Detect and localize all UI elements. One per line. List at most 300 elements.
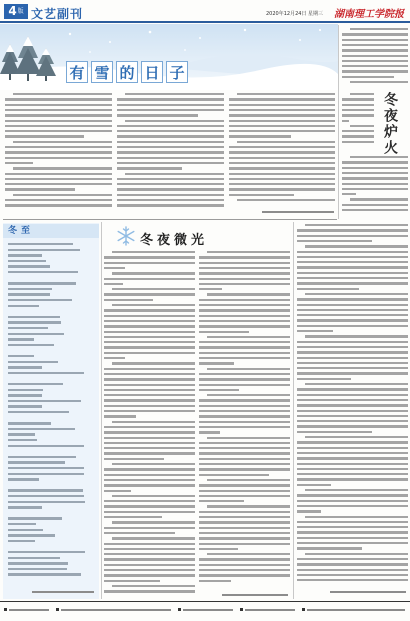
text-line <box>297 325 408 327</box>
text-line <box>297 415 408 417</box>
text-line <box>104 389 195 391</box>
text-line <box>199 447 290 449</box>
text-line <box>199 288 222 290</box>
text-line <box>104 415 136 417</box>
text-line <box>342 161 408 163</box>
text-line <box>229 130 335 132</box>
text-line <box>104 410 195 412</box>
poem-line <box>8 400 81 402</box>
text-line <box>342 65 408 67</box>
text-line <box>305 224 408 226</box>
text-line <box>199 458 290 460</box>
text-line <box>117 199 224 201</box>
text-line <box>297 319 408 321</box>
text-line <box>297 251 408 253</box>
text-line <box>342 114 374 116</box>
text-line <box>104 378 195 380</box>
text-line <box>104 431 195 433</box>
text-line <box>199 468 290 470</box>
poem-line <box>8 551 85 553</box>
text-line <box>199 569 290 571</box>
text-line <box>112 421 195 423</box>
text-line <box>199 384 290 386</box>
text-line <box>104 532 175 534</box>
text-line <box>5 98 112 100</box>
text-line <box>104 558 195 560</box>
article-title-snow-days <box>66 61 191 83</box>
poem-line <box>8 439 37 441</box>
text-line <box>199 442 290 444</box>
poem-line <box>8 299 72 301</box>
poem-line <box>8 355 34 357</box>
text-line <box>199 315 290 317</box>
text-line <box>199 283 290 285</box>
poem-line <box>8 316 60 318</box>
text-line <box>297 362 408 364</box>
text-line <box>199 278 290 280</box>
text-line <box>117 162 224 164</box>
text-line <box>342 167 408 169</box>
text-line <box>229 188 335 190</box>
text-line <box>297 272 408 274</box>
title-char-box: 有 <box>66 61 88 83</box>
poem-line <box>8 366 42 368</box>
text-line <box>5 199 112 201</box>
text-line <box>199 532 290 534</box>
article-title-winter-solstice: 冬至 <box>8 226 35 236</box>
poem-line <box>8 293 50 295</box>
text-line <box>297 282 408 284</box>
text-line <box>104 325 195 327</box>
text-line <box>229 104 335 106</box>
text-line <box>297 266 408 268</box>
text-line <box>297 494 408 496</box>
text-line <box>199 537 290 539</box>
text-line <box>104 309 195 311</box>
text-line <box>199 346 290 348</box>
text-line <box>342 120 349 122</box>
text-line <box>297 346 408 348</box>
text-line <box>199 399 290 401</box>
text-line <box>112 362 195 364</box>
text-line <box>104 590 195 592</box>
text-line <box>297 330 333 332</box>
poem-line <box>8 467 84 469</box>
text-line <box>199 527 290 529</box>
text-line <box>297 526 408 528</box>
text-line <box>104 373 195 375</box>
author-credit <box>32 591 94 593</box>
footer-bullet <box>4 608 7 611</box>
text-line <box>104 543 195 545</box>
poem-line <box>8 489 83 491</box>
article-title-winter-fire: 冬夜炉火 <box>382 92 398 156</box>
text-line <box>297 261 408 263</box>
poem-line <box>8 372 84 374</box>
text-line <box>229 157 335 159</box>
text-line <box>199 357 290 359</box>
text-line <box>305 245 408 247</box>
text-line <box>297 521 408 523</box>
text-line <box>199 431 220 433</box>
text-line <box>104 442 195 444</box>
text-line <box>229 151 335 153</box>
text-line <box>342 33 408 35</box>
text-line <box>342 104 374 106</box>
page-unit: 版 <box>17 8 24 15</box>
text-line <box>104 564 195 566</box>
text-line <box>104 458 164 460</box>
text-line <box>229 125 335 127</box>
text-line <box>297 558 408 560</box>
text-line <box>104 352 195 354</box>
poem-line <box>8 478 39 480</box>
page-number: 4 <box>8 4 17 18</box>
poem-line <box>8 461 65 463</box>
text-line <box>297 484 331 486</box>
article-column <box>342 93 374 151</box>
poem-line <box>8 265 50 267</box>
text-line <box>207 251 290 253</box>
text-line <box>5 183 112 185</box>
footer-item <box>9 609 49 611</box>
text-line <box>104 394 195 396</box>
text-line <box>104 315 195 317</box>
text-line <box>199 543 290 545</box>
text-line <box>199 558 290 560</box>
footer-bullet <box>56 608 59 611</box>
text-line <box>117 114 198 116</box>
poem-line <box>8 327 48 329</box>
text-line <box>342 98 374 100</box>
text-line <box>5 135 84 137</box>
text-line <box>104 299 153 301</box>
text-line <box>199 415 290 417</box>
poem-line <box>8 389 43 391</box>
text-line <box>199 564 290 566</box>
text-line <box>104 511 195 513</box>
text-line <box>305 335 408 337</box>
text-line <box>297 505 408 507</box>
text-line <box>117 151 224 153</box>
text-line <box>199 325 290 327</box>
column-divider <box>293 222 294 599</box>
text-line <box>104 346 195 348</box>
masthead: 湖南理工学院报 <box>334 9 404 20</box>
article-column <box>199 251 290 589</box>
text-line <box>297 463 408 465</box>
text-line <box>199 463 290 465</box>
text-line <box>199 256 290 258</box>
text-line <box>229 114 335 116</box>
text-line <box>5 162 33 164</box>
section-divider <box>3 219 337 220</box>
snowflake-icon <box>116 226 136 246</box>
text-line <box>199 426 290 428</box>
text-line <box>104 405 195 407</box>
text-line <box>342 49 408 51</box>
text-line <box>5 109 112 111</box>
text-line <box>297 288 359 290</box>
footer-item <box>245 609 295 611</box>
text-line <box>342 183 408 185</box>
poem-line <box>8 383 63 385</box>
poem-line <box>8 243 73 245</box>
text-line <box>199 500 244 502</box>
text-line <box>297 510 321 512</box>
text-line <box>199 352 290 354</box>
author-credit <box>262 211 334 213</box>
text-line <box>207 368 290 370</box>
poem-line <box>8 321 61 323</box>
text-line <box>297 452 408 454</box>
text-line <box>112 463 195 465</box>
text-line <box>112 251 195 253</box>
text-line <box>199 378 290 380</box>
text-line <box>104 548 195 550</box>
text-line <box>104 447 195 449</box>
text-line <box>112 288 195 290</box>
text-line <box>104 574 195 576</box>
text-line <box>117 183 224 185</box>
poem-line <box>8 344 54 346</box>
text-line <box>104 479 195 481</box>
text-line <box>199 511 290 513</box>
text-line <box>104 569 195 571</box>
text-line <box>350 125 374 127</box>
text-line <box>297 309 408 311</box>
poem-line <box>8 445 84 447</box>
text-line <box>104 553 195 555</box>
text-line <box>297 441 408 443</box>
text-line <box>13 141 112 143</box>
poem-line <box>8 422 51 424</box>
footer <box>0 604 410 618</box>
author-credit <box>222 594 288 596</box>
poem-line <box>8 405 42 407</box>
poem-line <box>8 506 42 508</box>
text-line <box>199 452 290 454</box>
text-line <box>104 426 195 428</box>
text-line <box>342 109 374 111</box>
text-line <box>297 431 372 433</box>
text-line <box>342 188 408 190</box>
poem-line <box>8 249 80 251</box>
issue-date: 2020年12月24日 星期三 <box>266 11 324 17</box>
text-line <box>5 204 112 206</box>
footer-bullet <box>178 608 181 611</box>
text-line <box>297 468 408 470</box>
article-column <box>117 93 224 214</box>
text-line <box>199 580 231 582</box>
text-line <box>207 505 290 507</box>
poem-line <box>8 271 78 273</box>
text-line <box>297 579 408 581</box>
text-line <box>342 60 408 62</box>
text-line <box>117 98 224 100</box>
text-line <box>297 394 408 396</box>
text-line <box>5 173 112 175</box>
text-line <box>297 399 408 401</box>
text-line <box>117 194 224 196</box>
text-line <box>117 146 224 148</box>
text-line <box>207 553 290 555</box>
text-line <box>297 341 408 343</box>
text-line <box>117 167 182 169</box>
text-line <box>117 135 224 137</box>
text-line <box>350 28 408 30</box>
poem-line <box>8 495 84 497</box>
text-line <box>342 135 374 137</box>
text-line <box>104 527 195 529</box>
text-line <box>104 341 195 343</box>
text-line <box>297 240 372 242</box>
text-line <box>207 437 290 439</box>
text-line <box>104 331 195 333</box>
text-line <box>199 490 290 492</box>
text-line <box>199 574 290 576</box>
author-credit <box>330 591 406 593</box>
text-line <box>342 193 356 195</box>
text-line <box>117 125 224 127</box>
text-line <box>229 178 335 180</box>
text-line <box>342 55 408 57</box>
text-line <box>297 425 408 427</box>
text-line <box>104 256 195 258</box>
poem-line <box>8 501 85 503</box>
text-line <box>199 267 290 269</box>
text-line <box>117 188 224 190</box>
text-line <box>199 484 290 486</box>
text-line <box>229 98 335 100</box>
poem-line <box>8 456 76 458</box>
text-line <box>5 178 112 180</box>
title-char-box: 的 <box>116 61 138 83</box>
text-line <box>104 437 195 439</box>
text-line <box>297 531 408 533</box>
header-rule <box>0 21 410 23</box>
text-line <box>297 574 408 576</box>
text-line <box>305 489 408 491</box>
text-line <box>237 141 335 143</box>
text-line <box>104 505 195 507</box>
poem-line <box>8 540 35 542</box>
poem-line <box>8 282 76 284</box>
text-line <box>305 516 408 518</box>
text-line <box>112 304 195 306</box>
poem-line <box>8 523 36 525</box>
poem-line <box>8 333 64 335</box>
poem-line <box>8 338 34 340</box>
text-line <box>199 548 238 550</box>
text-line <box>199 331 249 333</box>
text-line <box>297 277 408 279</box>
text-line <box>342 141 374 143</box>
text-line <box>104 580 160 582</box>
text-line <box>112 272 195 274</box>
text-line <box>5 114 112 116</box>
text-line <box>117 157 224 159</box>
text-line <box>5 125 112 127</box>
text-line <box>297 447 408 449</box>
text-line <box>297 478 408 480</box>
text-line <box>104 357 125 359</box>
text-line <box>342 209 408 211</box>
poem-line <box>8 394 42 396</box>
column-divider <box>101 222 102 599</box>
text-line <box>207 293 290 295</box>
text-line <box>229 135 291 137</box>
poem-line <box>8 433 35 435</box>
article-column <box>104 251 195 599</box>
text-line <box>305 553 408 555</box>
text-line <box>199 389 239 391</box>
text-line <box>350 81 408 83</box>
text-line <box>199 410 290 412</box>
text-line <box>297 404 408 406</box>
column-divider <box>338 25 339 219</box>
footer-rule <box>0 601 410 602</box>
text-line <box>112 521 195 523</box>
text-line <box>199 304 290 306</box>
text-line <box>297 410 408 412</box>
text-line <box>104 283 123 285</box>
text-line <box>5 104 112 106</box>
text-line <box>297 298 408 300</box>
text-line <box>297 500 408 502</box>
text-line <box>104 500 195 502</box>
text-line <box>104 516 162 518</box>
text-line <box>297 256 408 258</box>
text-line <box>5 120 112 122</box>
text-line <box>104 484 195 486</box>
text-line <box>199 495 290 497</box>
text-line <box>117 141 224 143</box>
text-line <box>199 299 290 301</box>
text-line <box>104 336 195 338</box>
poem-line <box>8 557 60 559</box>
text-line <box>297 314 408 316</box>
text-line <box>207 336 290 338</box>
footer-item <box>307 609 405 611</box>
text-line <box>350 93 374 95</box>
text-line <box>342 76 394 78</box>
poem-line <box>8 473 84 475</box>
text-line <box>297 569 408 571</box>
text-line <box>104 293 195 295</box>
text-line <box>297 304 408 306</box>
text-line <box>342 204 408 206</box>
poem-line <box>8 411 69 413</box>
article-column <box>342 28 408 88</box>
text-line <box>112 537 195 539</box>
text-line <box>297 357 408 359</box>
text-line <box>229 146 335 148</box>
text-line <box>104 267 125 269</box>
text-line <box>297 378 351 380</box>
text-line <box>5 151 112 153</box>
text-line <box>350 156 408 158</box>
article-column <box>5 93 112 214</box>
text-line <box>297 367 408 369</box>
text-line <box>104 384 195 386</box>
text-line <box>104 278 195 280</box>
text-line <box>117 204 224 206</box>
text-line <box>117 109 224 111</box>
text-line <box>13 194 112 196</box>
text-line <box>199 272 290 274</box>
poem-line <box>8 305 39 307</box>
